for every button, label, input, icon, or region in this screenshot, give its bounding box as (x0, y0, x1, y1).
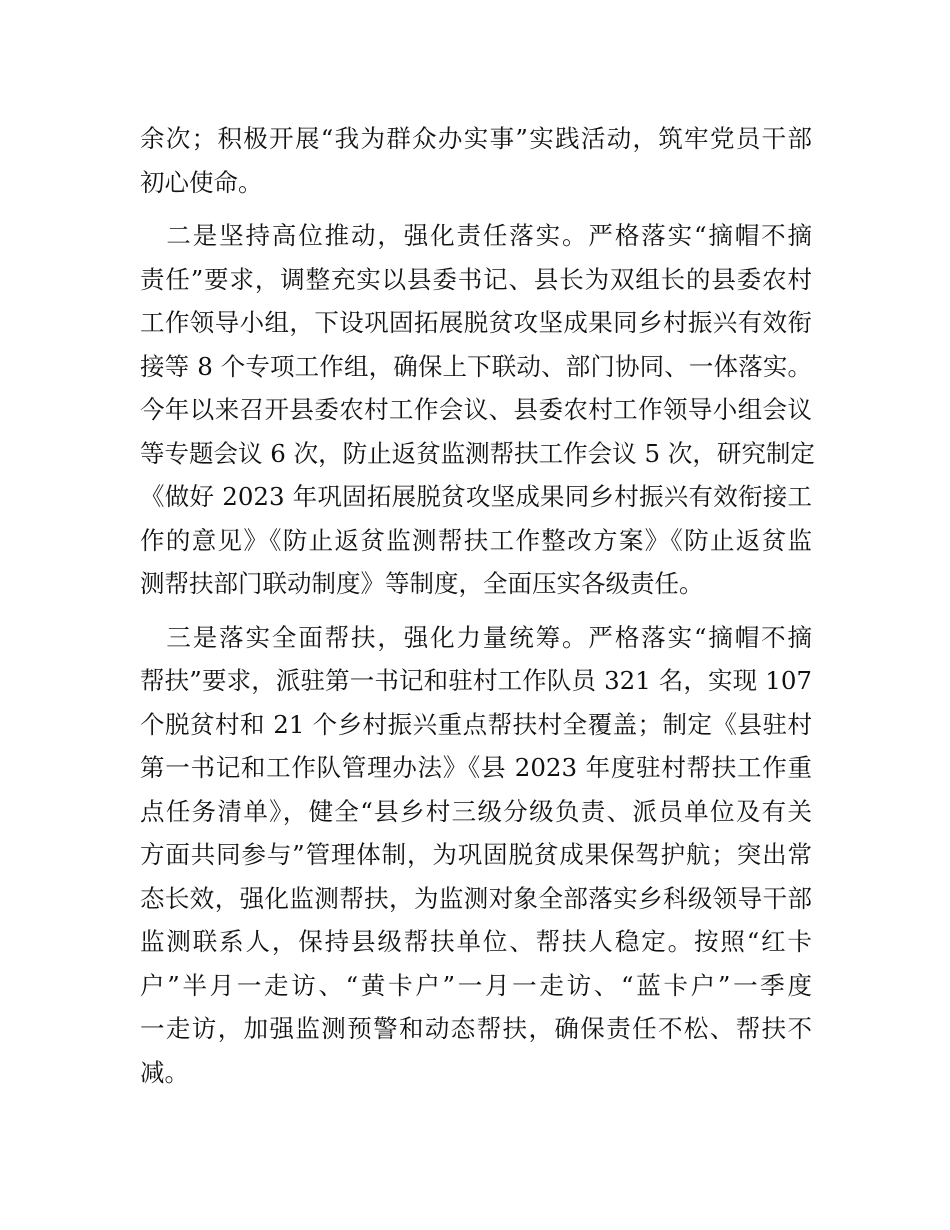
paragraph-line: 责任”要求，调整充实以县委书记、县长为双组长的县委农村 (140, 264, 812, 294)
paragraph-2 (140, 214, 815, 606)
paragraph-line: 第一书记和工作队管理办法》《县 2023 年度驻村帮扶工作重 (140, 753, 812, 782)
paragraph-line: 接等 8 个专项工作组，确保上下联动、部门协同、一体落实。 (140, 351, 812, 381)
paragraph-line: 工作领导小组，下设巩固拓展脱贫攻坚成果同乡村振兴有效衔 (140, 308, 812, 337)
paragraph-line: 减。 (140, 1057, 189, 1087)
paragraph-line: 今年以来召开县委农村工作会议、县委农村工作领导小组会议 (140, 395, 812, 424)
paragraph-line: 初心使命。 (140, 167, 263, 197)
paragraph-gap (140, 606, 812, 616)
paragraph-1 (140, 117, 812, 204)
paragraph-line: 《做好 2023 年巩固拓展脱贫攻坚成果同乡村振兴有效衔接工 (140, 482, 812, 511)
paragraph-line: 三是落实全面帮扶，强化力量统筹。严格落实“摘帽不摘 (140, 622, 812, 652)
paragraph-line: 等专题会议 6 次，防止返贫监测帮扶工作会议 5 次，研究制定 (140, 438, 815, 468)
paragraph-line: 一走访，加强监测预警和动态帮扶，确保责任不松、帮扶不 (140, 1014, 812, 1043)
paragraph-gap (140, 204, 812, 214)
paragraph-line: 帮扶”要求，派驻第一书记和驻村工作队员 321 名，实现 107 (140, 666, 812, 695)
paragraph-line: 监测联系人，保持县级帮扶单位、帮扶人稳定。按照“红卡 (140, 927, 812, 956)
paragraph-line: 测帮扶部门联动制度》等制度，全面压实各级责任。 (140, 569, 704, 598)
paragraph-3 (140, 616, 812, 1095)
paragraph-line: 余次；积极开展“我为群众办实事”实践活动，筑牢党员干部 (140, 124, 812, 153)
paragraph-line: 户”半月一走访、“黄卡户”一月一走访、“蓝卡户”一季度 (140, 970, 812, 1000)
document-page (140, 117, 815, 1094)
paragraph-line: 态长效，强化监测帮扶，为监测对象全部落实乡科级领导干部 (140, 883, 812, 913)
paragraph-line: 个脱贫村和 21 个乡村振兴重点帮扶村全覆盖；制定《县驻村 (140, 709, 812, 739)
paragraph-line: 二是坚持高位推动，强化责任落实。严格落实“摘帽不摘 (140, 221, 812, 250)
paragraph-line: 作的意见》《防止返贫监测帮扶工作整改方案》《防止返贫监 (140, 525, 812, 555)
paragraph-line: 方面共同参与”管理体制，为巩固脱贫成果保驾护航；突出常 (140, 840, 812, 869)
paragraph-line: 点任务清单》，健全“县乡村三级分级负责、派员单位及有关 (140, 796, 812, 826)
